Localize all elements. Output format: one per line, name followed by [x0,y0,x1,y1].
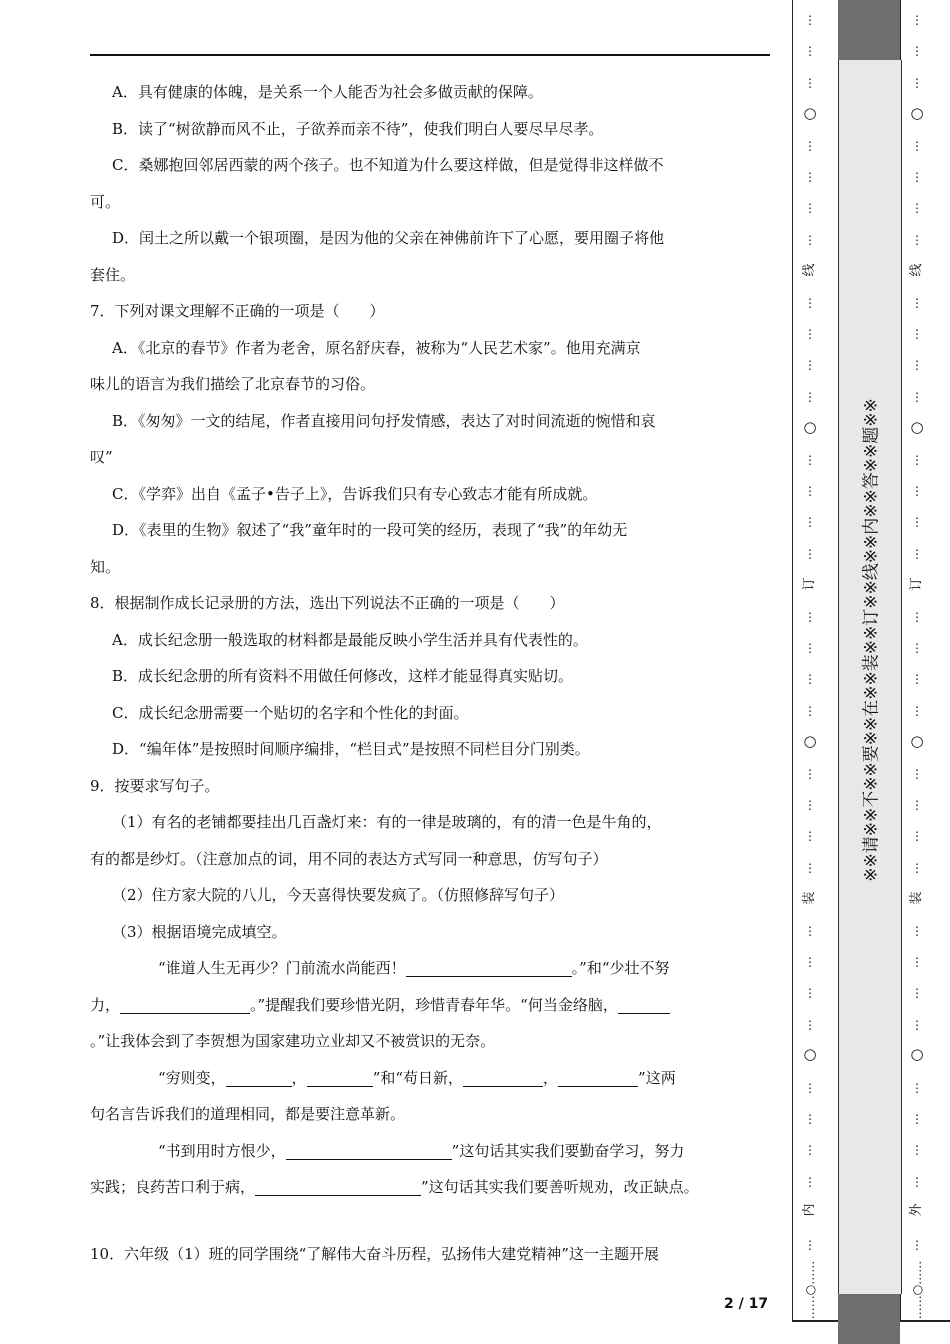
binding-bottom-mark: ……○…… [910,1260,924,1320]
fill-in-line [90,950,780,987]
answer-blank[interactable] [120,993,250,1014]
binding-dots: ⋮ [804,170,816,184]
binding-dots: ⋮ [804,1112,816,1126]
fill-line-text: 力， [90,995,121,1014]
text-line: 可。 [90,192,121,211]
binding-dots: ⋮ [804,1143,816,1157]
binding-dots: ⋮ [911,515,923,529]
question-10-line: 10．六年级（1）班的同学围绕“了解伟大奋斗历程，弘扬伟大建党精神”这一主题开展 [90,1244,659,1263]
binding-dots: ⋮ [911,1175,923,1189]
binding-bottom-mark: ……○…… [803,1260,817,1320]
binding-dots: ⋮ [804,798,816,812]
binding-dots: ⋮ [911,610,923,624]
fill-line-text: “谁道人生无再少？门前流水尚能西！ [158,959,406,977]
page-number: 2 / 17 [724,1296,769,1312]
binding-dots: ⋮ [911,76,923,90]
binding-dots: ⋮ [911,641,923,655]
answer-blank[interactable] [226,1066,292,1087]
fill-in-line [90,987,780,1024]
binding-dots: ⋮ [804,1018,816,1032]
binding-top-block [838,0,900,60]
text-line: C．成长纪念册需要一个贴切的名字和个性化的封面。 [112,703,469,722]
text-line: A．成长纪念册一般选取的材料都是最能反映小学生活并具有代表性的。 [112,630,588,649]
text-line: 8．根据制作成长记录册的方法，选出下列说法不正确的一项是（ ） [90,594,565,612]
binding-dots: ⋮ [804,139,816,153]
binding-dots: ⋮ [911,44,923,58]
binding-dots: ⋮ [911,233,923,247]
binding-char: 订 [909,577,924,591]
binding-dots: ⋮ [911,767,923,781]
answer-blank[interactable] [406,956,572,977]
fill-line-text: “书到用时方恨少， [158,1141,286,1160]
binding-dots: ⋮ [911,924,923,938]
binding-dots: ⋮ [804,453,816,467]
binding-dots: ⋮ [911,798,923,812]
fill-line-text: 实践；良药苦口利于病， [90,1178,256,1196]
binding-dots: ⋮ [804,672,816,686]
binding-dots: ⋮ [804,986,816,1000]
fill-line-text: ， [291,1068,307,1087]
binding-dots: ⋮ [804,484,816,498]
binding-dots: ⋮ [804,767,816,781]
binding-dots: ⋮ [804,390,816,404]
fill-line-text: 句名言告诉我们的道理相同，都是要注意革新。 [90,1105,406,1123]
binding-dots: ⋮ [911,672,923,686]
text-line: 7．下列对课文理解不正确的一项是（ ） [90,302,385,320]
binding-dots: ⋮ [911,986,923,1000]
binding-dots: ⋮ [804,327,816,341]
binding-dots: ⋮ [911,829,923,843]
binding-circle: ○ [910,732,924,750]
text-line: 知。 [90,557,121,576]
binding-dots: ⋮ [804,829,816,843]
text-line: D．“编年体”是按照时间顺序编排，“栏目式”是按照不同栏目分门别类。 [112,740,590,758]
text-line: 味儿的语言为我们描绘了北京春节的习俗。 [90,375,376,393]
answer-blank[interactable] [558,1066,638,1087]
binding-dots: ⋮ [804,44,816,58]
binding-char: 线 [802,263,817,277]
text-line: 套住。 [90,265,136,284]
fill-line-text: ”这两 [638,1068,676,1087]
binding-dots: ⋮ [804,641,816,655]
binding-dots: ⋮ [911,358,923,372]
binding-dots: ⋮ [804,233,816,247]
binding-dots: ⋮ [804,358,816,372]
binding-dots: ⋮ [804,515,816,529]
binding-dots: ⋮ [804,704,816,718]
fill-line-text: 。”和“少壮不努 [571,959,670,977]
fill-line-text: ”这句话其实我们要勤奋学习，努力 [451,1141,685,1160]
binding-dots: ⋮ [911,390,923,404]
binding-dots: ⋮ [911,201,923,215]
binding-char: 装 [802,891,817,905]
fill-in-line [90,1096,780,1133]
fill-line-text: 。”让我体会到了李贺想为国家建功立业却又不被赏识的无奈。 [90,1032,496,1050]
binding-dots: ⋮ [804,955,816,969]
binding-circle: ○ [803,418,817,436]
binding-dots: ⋮ [911,13,923,27]
fill-line-text: ”和“苟日新， [372,1068,464,1087]
fill-in-line [90,1060,780,1097]
question-body [90,74,780,1272]
text-line: （2）住方家大院的八儿，今天喜得快要发疯了。（仿照修辞写句子） [112,886,565,904]
fill-line-text: “穷则变， [158,1068,226,1087]
text-line: C．《学弈》出自《孟子•告子上》，告诉我们只有专心致志才能有所成就。 [112,484,598,503]
binding-circle: ○ [910,104,924,122]
binding-dots: ⋮ [911,704,923,718]
binding-char: 装 [909,891,924,905]
binding-dots: ⋮ [911,453,923,467]
binding-dots: ⋮ [804,861,816,875]
binding-char: 订 [802,577,817,591]
outer-binding-frame [900,0,948,1322]
text-line: A．具有健康的体魄，是关系一个人能否为社会多做贡献的保障。 [112,83,543,101]
text-line: A．《北京的春节》作者为老舍，原名舒庆春，被称为“人民艺术家”。他用充满京 [112,338,641,357]
text-line: D．《表里的生物》叙述了“我”童年时的一段可笑的经历，表现了“我”的年幼无 [112,521,628,539]
header-rule [90,54,770,56]
binding-dots: ⋮ [804,13,816,27]
text-line: 有的都是纱灯。（注意加点的词，用不同的表达方式写同一种意思，仿写句子） [90,849,608,868]
binding-circle: ○ [910,1045,924,1063]
binding-dots: ⋮ [804,1081,816,1095]
binding-dots: ⋮ [804,296,816,310]
binding-char: 线 [909,263,924,277]
binding-dots: ⋮ [804,924,816,938]
spacer [90,1206,780,1236]
binding-dots: ⋮ [804,1175,816,1189]
binding-char: 内 [802,1203,817,1217]
answer-blank[interactable] [463,1066,543,1087]
text-line: （3）根据语境完成填空。 [112,922,287,941]
inner-binding-frame [792,0,840,1322]
binding-dots: ⋮ [911,1143,923,1157]
binding-dots: ⋮ [911,1018,923,1032]
answer-blank[interactable] [618,993,670,1014]
binding-dots: ⋮ [911,327,923,341]
binding-dots: ⋮ [911,1112,923,1126]
binding-notice: ※※请※※不※※要※※在※※装※※订※※线※※内※※答※※题※※ [861,398,882,882]
binding-dots: ⋮ [911,484,923,498]
binding-dots: ⋮ [911,547,923,561]
answer-blank[interactable] [307,1066,373,1087]
binding-dots: ⋮ [911,955,923,969]
binding-dots: ⋮ [804,1238,816,1252]
binding-dots: ⋮ [804,610,816,624]
binding-dots: ⋮ [804,547,816,561]
text-line: 叹” [90,448,113,466]
binding-dots: ⋮ [911,1238,923,1252]
fill-in-line [90,1133,780,1170]
answer-blank[interactable] [286,1139,452,1160]
binding-circle: ○ [803,104,817,122]
fill-in-line [90,1023,780,1060]
binding-dots: ⋮ [911,139,923,153]
binding-dots: ⋮ [911,296,923,310]
text-line: B．成长纪念册的所有资料不用做任何修改，这样才能显得真实贴切。 [112,667,574,685]
fill-line-text: ”这句话其实我们要善听规劝，改正缺点。 [421,1178,699,1196]
binding-dots: ⋮ [804,76,816,90]
binding-dots: ⋮ [911,1081,923,1095]
fill-line-text: 。”提醒我们要珍惜光阴，珍惜青春年华。“何当金络脑， [250,995,618,1014]
binding-char: 外 [909,1203,924,1217]
binding-dots: ⋮ [911,170,923,184]
fill-line-text: ， [543,1068,559,1087]
binding-circle: ○ [803,1045,817,1063]
text-line: B．《匆匆》一文的结尾，作者直接用问句抒发情感，表达了对时间流逝的惋惜和哀 [112,411,656,430]
binding-dots: ⋮ [804,201,816,215]
binding-dots: ⋮ [911,861,923,875]
text-line: 9．按要求写句子。 [90,776,220,795]
text-line: （1）有名的老铺都要挂出几百盏灯来：有的一律是玻璃的，有的清一色是牛角的， [112,813,662,831]
text-line: C．桑娜抱回邻居西蒙的两个孩子。也不知道为什么要这样做，但是觉得非这样做不 [112,156,664,174]
answer-blank[interactable] [255,1175,421,1196]
binding-bottom-block [838,1294,900,1344]
fill-in-line [90,1169,780,1206]
binding-circle: ○ [910,418,924,436]
binding-circle: ○ [803,732,817,750]
text-line: D．闰土之所以戴一个银项圈，是因为他的父亲在神佛前许下了心愿，要用圈子将他 [112,229,665,247]
text-line: B．读了“树欲静而风不止，子欲养而亲不待”，使我们明白人要尽早尽孝。 [112,119,604,138]
